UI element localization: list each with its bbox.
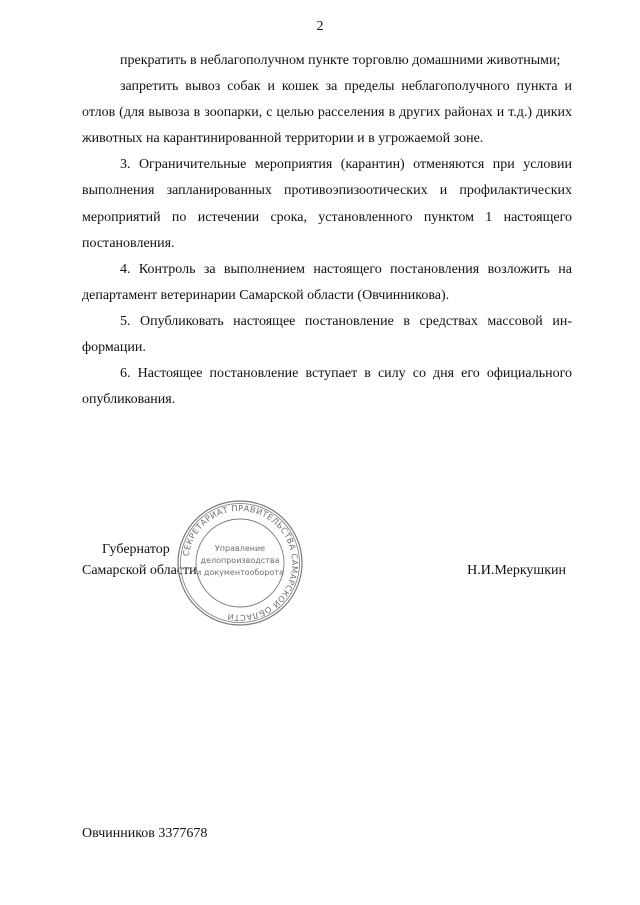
signatory-region: Самарской области bbox=[82, 563, 197, 578]
paragraph-quarantine-cancel: 3. Ограничительные мероприятия (карантин) отменяются при условии выполнения запланированных противоэпизоотических и профилактических мероприятий по истечении срока, установленного пунктом 1 настоящего постановления. bbox=[82, 157, 572, 251]
stamp-outer-text: СЕКРЕТАРИАТ ПРАВИТЕЛЬСТВА САМАРСКОЙ ОБЛАСТИ bbox=[180, 502, 301, 624]
stamp-seal-icon bbox=[175, 498, 305, 628]
page-number: 2 bbox=[316, 19, 324, 34]
paragraph-publish: 5. Опубликовать настоящее постановление в средствах массовой информации. bbox=[82, 313, 572, 356]
svg-text:СЕКРЕТАРИАТ ПРАВИТЕЛЬСТВА САМА bbox=[180, 503, 300, 623]
executor-contact: Овчинников 3377678 bbox=[82, 826, 208, 841]
official-stamp bbox=[175, 498, 305, 628]
stamp-inner-line-2: делопроизводства bbox=[200, 556, 280, 565]
signatory-name: Н.И.Меркушкин bbox=[467, 563, 566, 578]
paragraph-control: 4. Контроль за выполнением настоящего постановления возложить на департамент ветеринарии Самарской области (Овчинникова). bbox=[82, 261, 572, 303]
paragraph-export-ban: запретить вывоз собак и кошек за пределы неблагополучного пункта и отлов (для вывоза в зоопарки, с целью расселения в других районах и т.д.) диких животных на карантинированной территории и в угрожаемой зоне. bbox=[82, 79, 572, 147]
paragraph-effective: 6. Настоящее постановление вступает в силу со дня его официального опубликования. bbox=[82, 366, 572, 408]
stamp-inner-line-3: и документооборота bbox=[196, 568, 284, 577]
signatory-title: Губернатор bbox=[102, 542, 170, 557]
document-body bbox=[82, 48, 572, 413]
stamp-inner-line-1: Управление bbox=[214, 544, 266, 553]
paragraph-trade-ban: прекратить в неблагополучном пункте торговлю домашними животными; bbox=[120, 53, 561, 68]
